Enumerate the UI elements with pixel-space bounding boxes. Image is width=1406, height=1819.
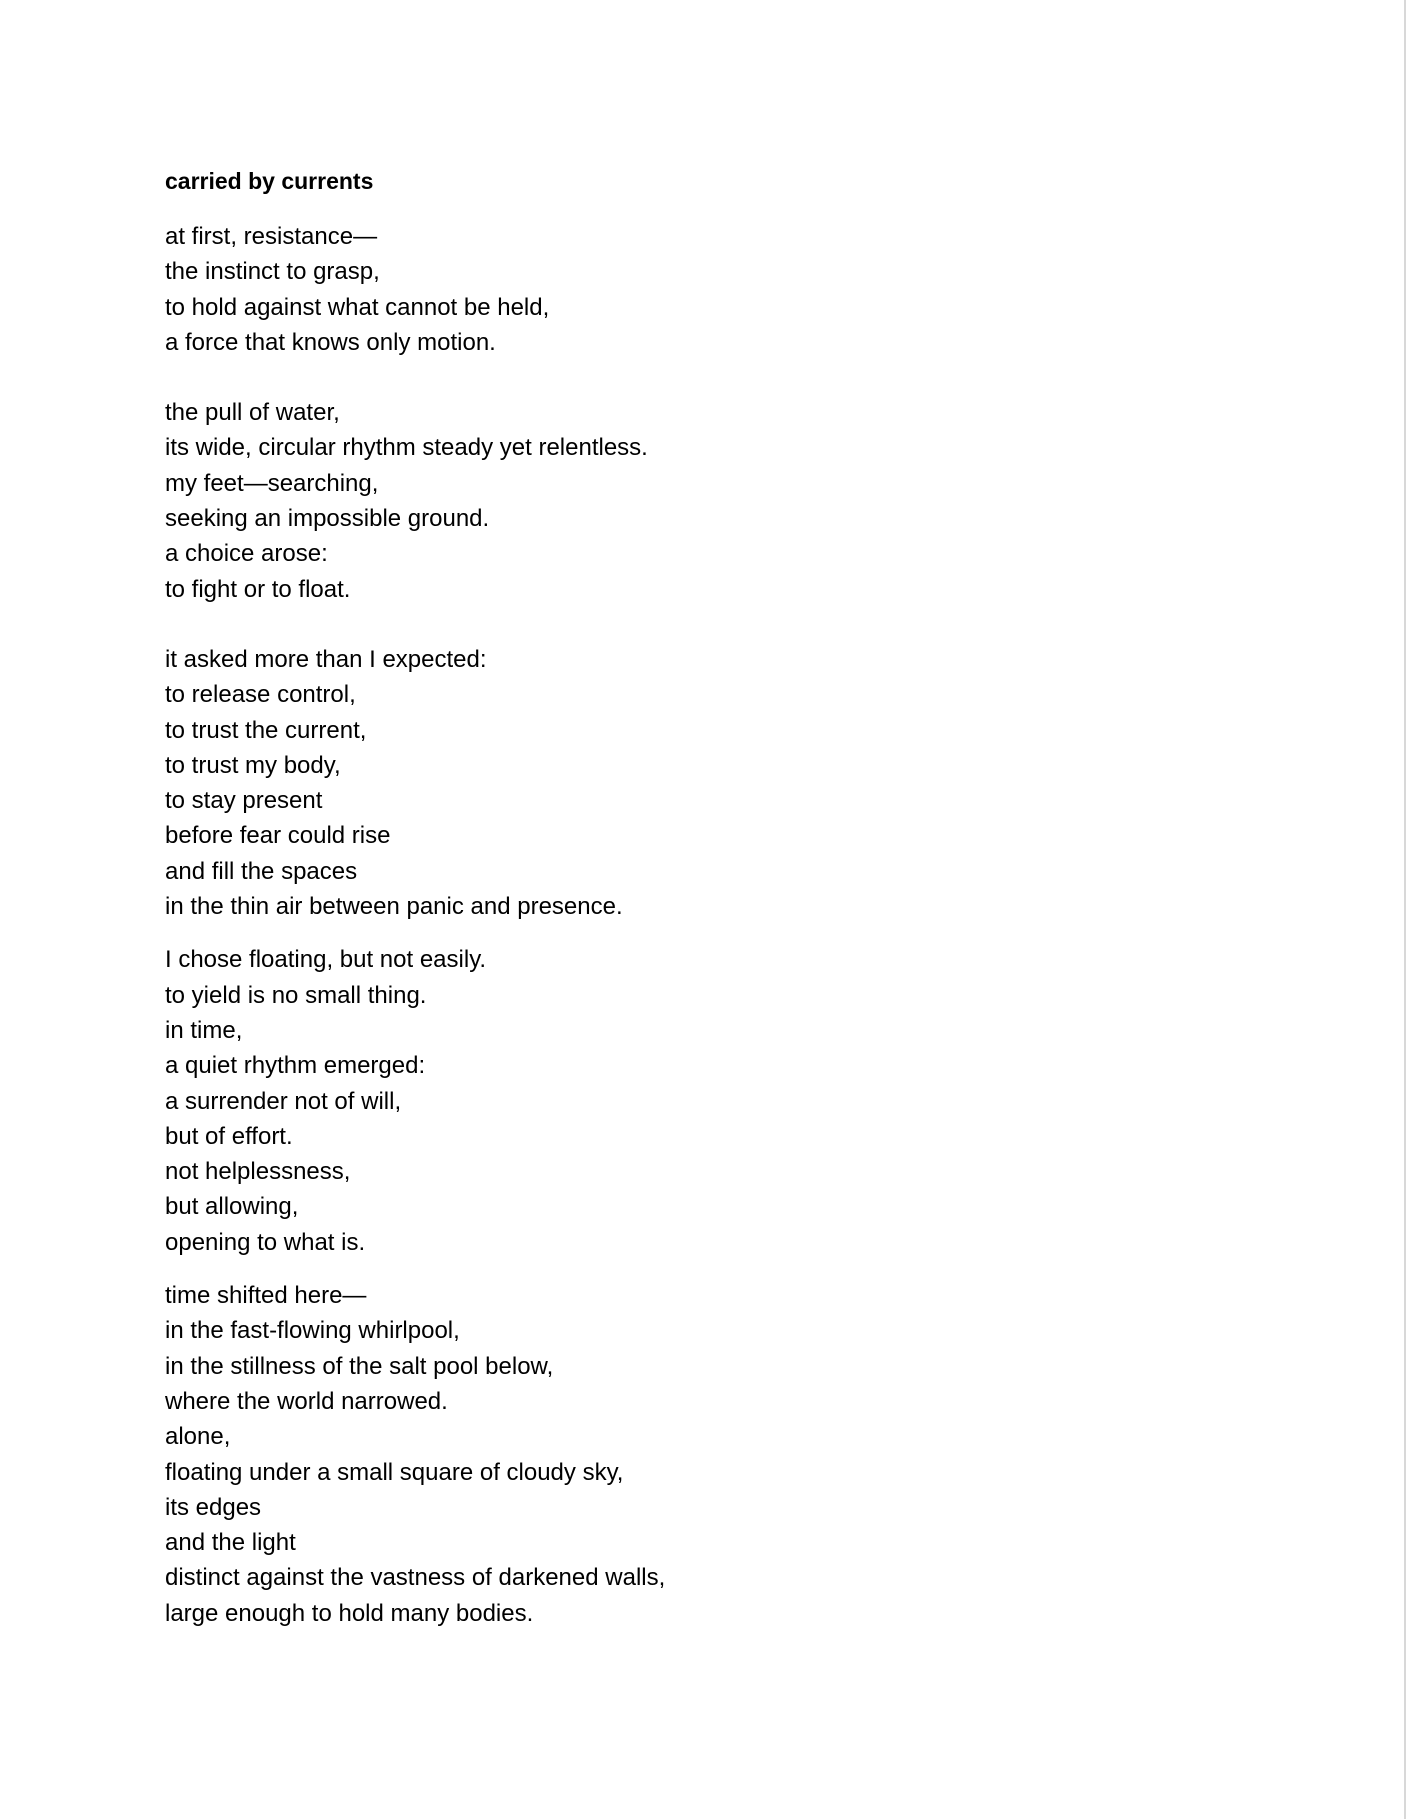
stanza-3 xyxy=(165,642,1065,924)
poem-line: a choice arose: xyxy=(165,540,328,568)
stanza-2 xyxy=(165,395,1065,607)
poem-line: where the world narrowed. xyxy=(165,1387,448,1415)
poem-line: distinct against the vastness of darkened walls, xyxy=(165,1564,666,1592)
poem-line: to stay present xyxy=(165,787,323,815)
poem-line: large enough to hold many bodies. xyxy=(165,1599,534,1627)
poem-line: my feet—searching, xyxy=(165,469,379,497)
poem-line: but allowing, xyxy=(165,1193,299,1221)
poem xyxy=(165,165,1065,1631)
poem-line: I chose floating, but not easily. xyxy=(165,946,487,974)
poem-line: not helplessness, xyxy=(165,1158,351,1186)
stanza-break xyxy=(165,1260,1065,1278)
poem-line: to release control, xyxy=(165,681,356,709)
poem-line: floating under a small square of cloudy sky, xyxy=(165,1458,624,1486)
poem-line: and the light xyxy=(165,1529,296,1557)
poem-line: to hold against what cannot be held, xyxy=(165,293,550,321)
poem-line: its edges xyxy=(165,1493,262,1521)
poem-line: in the thin air between panic and presence. xyxy=(165,893,623,921)
stanza-4 xyxy=(165,942,1065,1260)
poem-line: to yield is no small thing. xyxy=(165,981,427,1009)
poem-line: it asked more than I expected: xyxy=(165,645,487,673)
poem-line: a quiet rhythm emerged: xyxy=(165,1052,426,1080)
poem-line: to trust my body, xyxy=(165,751,341,779)
poem-line: the instinct to grasp, xyxy=(165,258,380,286)
poem-line: and fill the spaces xyxy=(165,857,358,885)
poem-line: opening to what is. xyxy=(165,1228,366,1256)
poem-line: to trust the current, xyxy=(165,716,367,744)
stanza-break xyxy=(165,360,1065,395)
stanza-5 xyxy=(165,1278,1065,1631)
poem-line: the pull of water, xyxy=(165,399,340,427)
poem-line: seeking an impossible ground. xyxy=(165,505,490,533)
stanza-break xyxy=(165,607,1065,642)
poem-line: a force that knows only motion. xyxy=(165,328,496,356)
poem-line: time shifted here— xyxy=(165,1282,367,1310)
stanza-1 xyxy=(165,219,1065,360)
poem-line: at first, resistance— xyxy=(165,223,378,250)
poem-line: in time, xyxy=(165,1016,243,1044)
poem-line: in the fast-flowing whirlpool, xyxy=(165,1317,460,1345)
poem-line: its wide, circular rhythm steady yet relentless. xyxy=(165,434,648,462)
poem-line: before fear could rise xyxy=(165,822,391,850)
stanza-break xyxy=(165,924,1065,942)
poem-title: carried by currents xyxy=(165,168,374,194)
poem-line: a surrender not of will, xyxy=(165,1087,402,1115)
poem-line: to fight or to float. xyxy=(165,575,351,603)
poem-line: in the stillness of the salt pool below, xyxy=(165,1352,554,1380)
poem-line: but of effort. xyxy=(165,1122,293,1150)
poem-line: alone, xyxy=(165,1423,231,1451)
